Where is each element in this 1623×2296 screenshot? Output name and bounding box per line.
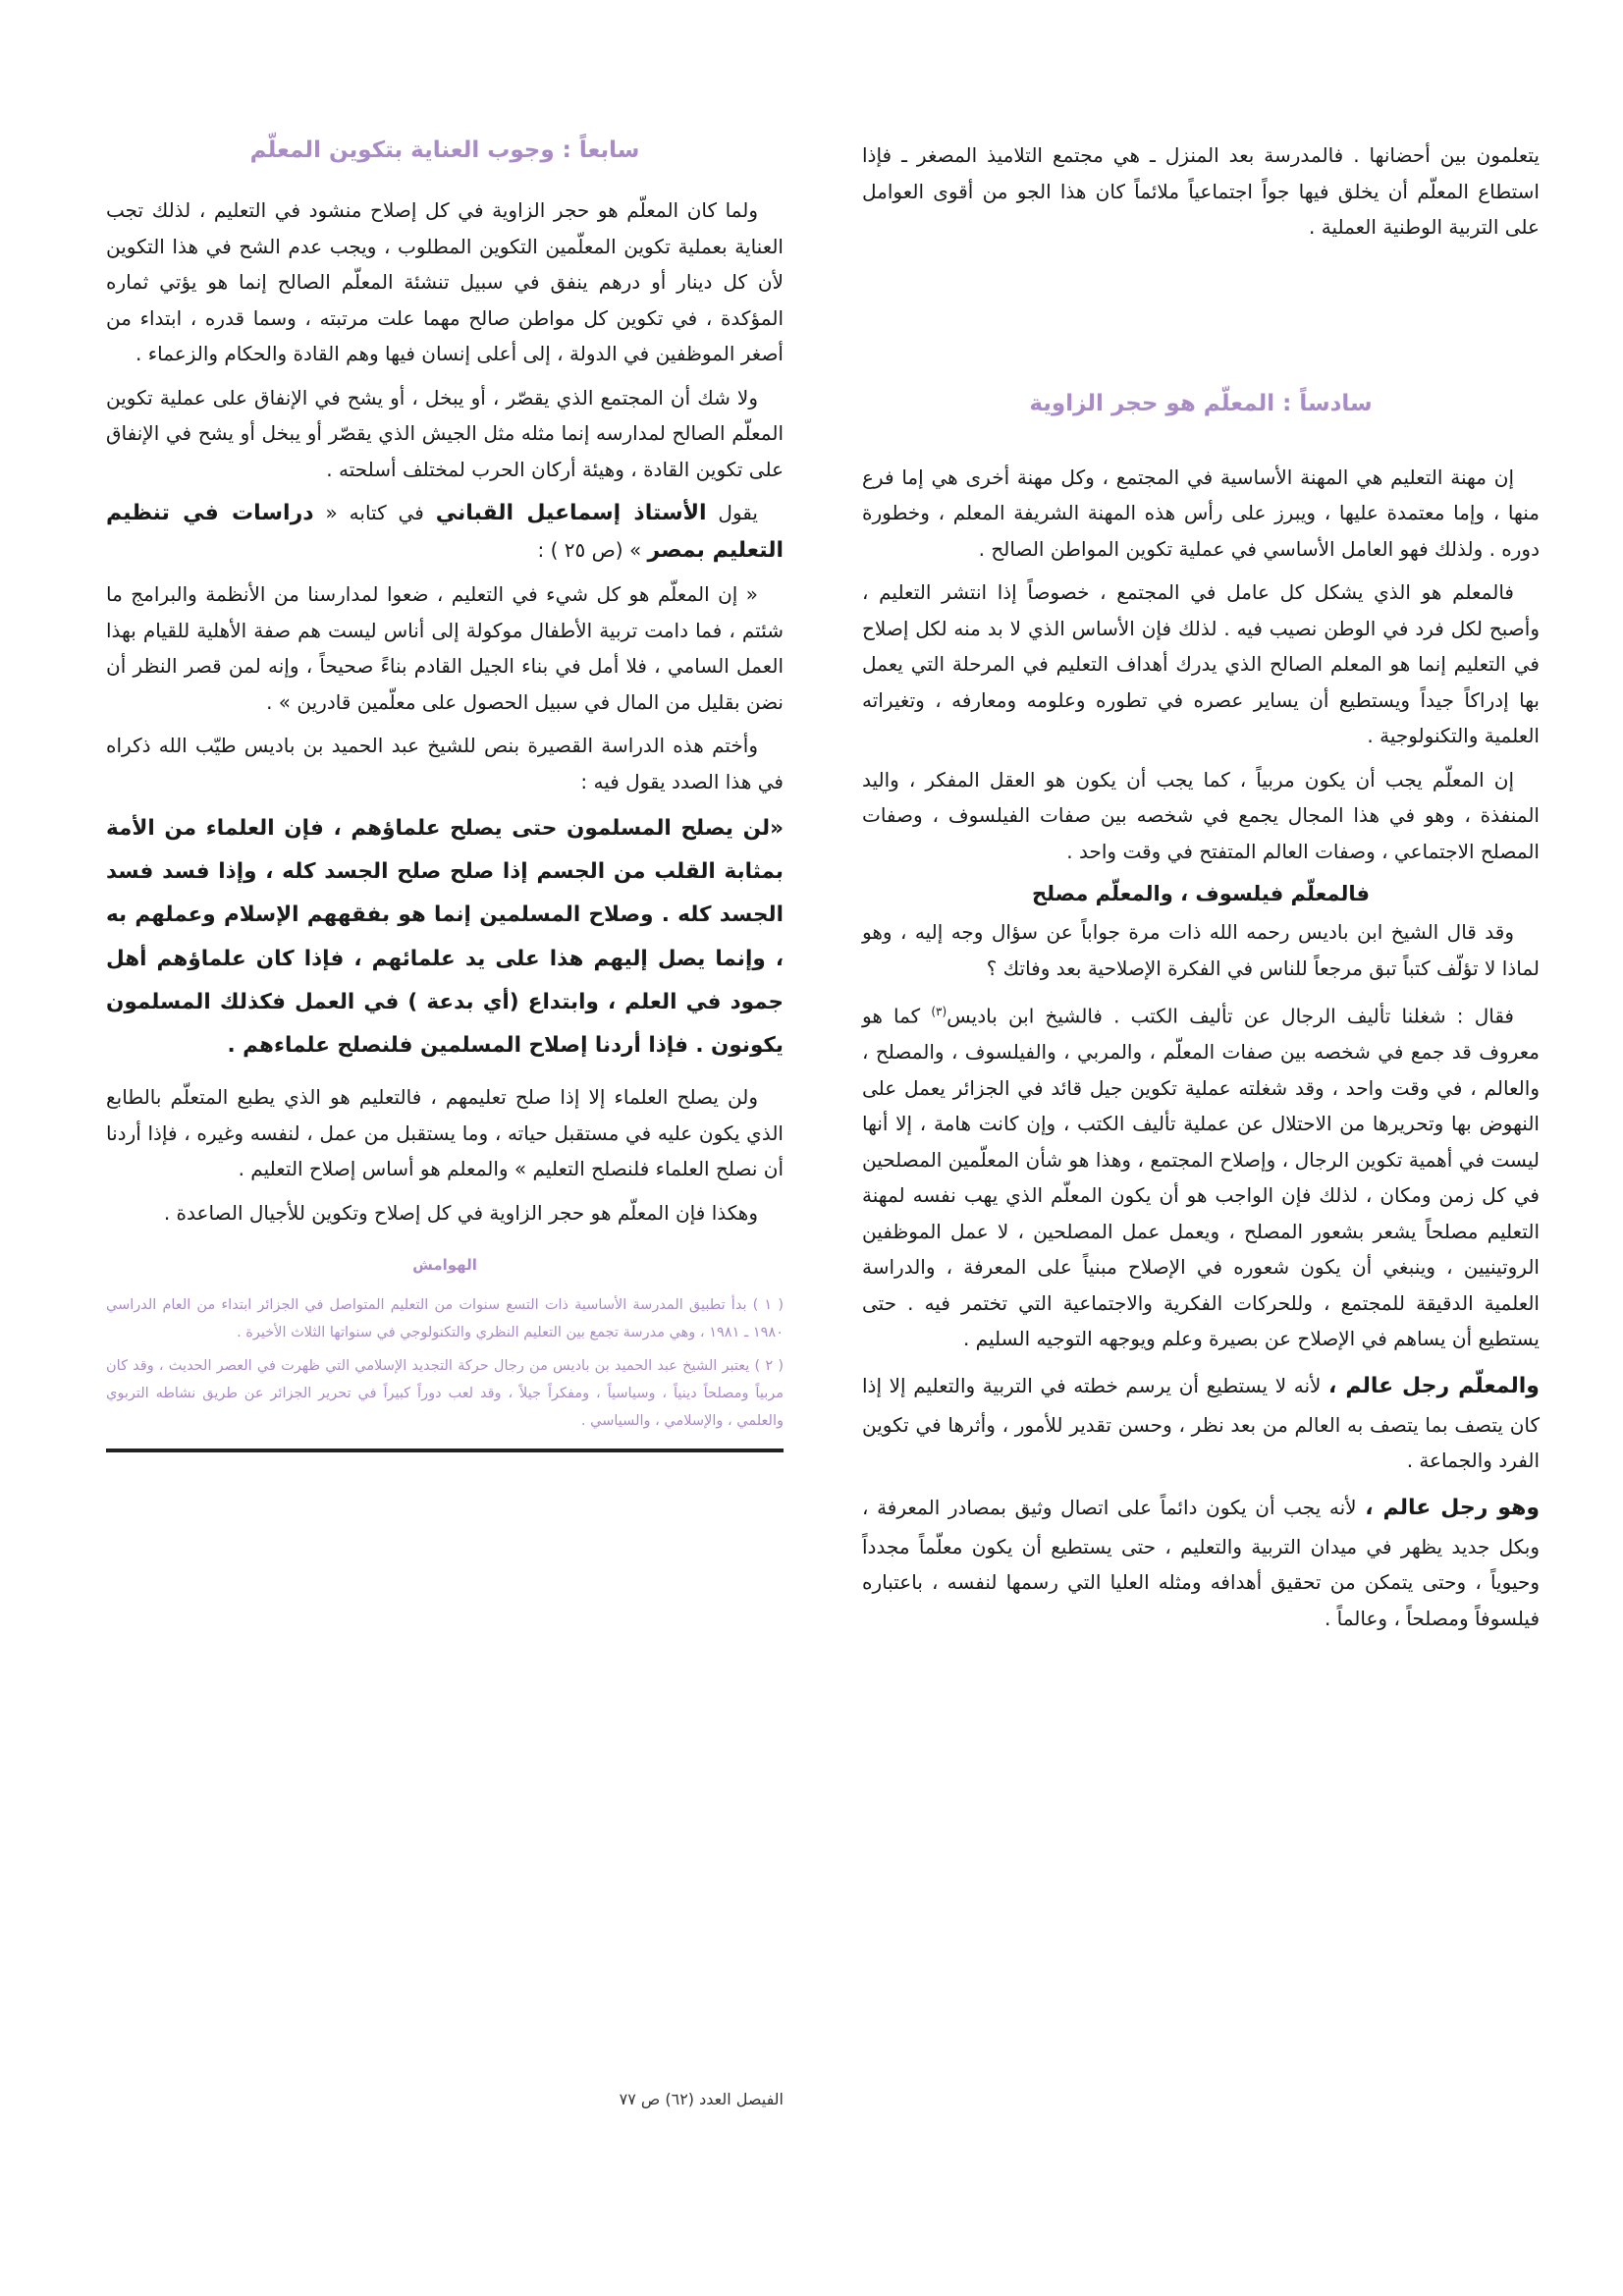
paragraph: يتعلمون بين أحضانها . فالمدرسة بعد المنزل ـ هي مجتمع التلاميذ المصغر ـ فإذا استطاع المعلّم أن يخلق فيها جواً اجتماعياً ملائماً كان هذا الجو من أقوى العوامل على التربية الوطنية العملية .: [862, 143, 1540, 239]
paragraph-text: في كتابه «: [313, 501, 436, 524]
right-column: [862, 137, 1540, 1644]
section-heading-7: سابعاً : وجوب العناية بتكوين المعلّم: [249, 137, 640, 163]
paragraph: ولن يصلح العلماء إلا إذا صلح تعليمهم ، فالتعليم هو الذي يطبع المتعلّم بالطابع الذي يكون عليه في مستقبل حياته ، وما يستقبل من عمل ، لنفسه وغيره ، فإذا أردنا أن نصلح العلماء فلنصلح التعليم » والمعلم هو أساس إصلاح التعليم .: [106, 1085, 784, 1181]
paragraph: ولما كان المعلّم هو حجر الزاوية في كل إصلاح منشود في التعليم ، لذلك تجب العناية بعملية تكوين المعلّمين التكوين المطلوب ، ويجب عدم الشح في هذا التكوين لأن كل دينار أو درهم ينفق في سبيل تنشئة المعلّم الصالح إنما هو يؤتي ثماره المؤكدة ، في تكوين كل مواطن صالح مهما علت مرتبته ، وسما قدره ، ابتداء من أصغر الموظفين في الدولة ، إلى أعلى إنسان فيها وهم القادة والحكام والزعماء .: [106, 198, 784, 365]
paragraph: وهكذا فإن المعلّم هو حجر الزاوية في كل إصلاح وتكوين للأجيال الصاعدة .: [163, 1200, 758, 1225]
paragraph: ولا شك أن المجتمع الذي يقصّر ، أو يبخل ، أو يشح في الإنفاق على عملية تكوين المعلّم الصالح لمدارسه إنما مثله مثل الجيش الذي يقصّر أو يبخل أو يشح في الإنفاق على تكوين القادة ، وهيئة أركان الحرب لمختلف أسلحته .: [106, 385, 784, 481]
paragraph-text: » (ص ٢٥ ) :: [537, 537, 648, 562]
paragraph-text: يقول: [706, 501, 758, 524]
paragraph: [862, 1365, 1540, 1479]
paragraph-text: فقال : شغلنا تأليف الرجال عن تأليف الكتب . فالشيخ ابن باديس: [947, 1004, 1514, 1028]
issue-page: العدد (٦٢) ص ٧٧: [619, 2090, 731, 2108]
paragraph-text: كما هو معروف قد جمع في شخصه بين صفات المعلّم ، والمربي ، والفيلسوف ، والمصلح ، والعالم ، في وقت واحد ، وقد شغلته عملية تكوين جيل قائد في الجزائر يعمل على النهوض بها وتحريرها من الاحتلال عن عملية تأليف الكتب ، وإن كانت هامة ، إلا أنها ليست في أهمية تكوين الرجال ، وإصلاح المجتمع ، وهذا هو شأن المعلّمين المصلحين في كل زمن ومكان ، لذلك فإن الواجب هو أن يكون المعلّم الذي يهب نفسه لمهنة التعليم مصلحاً يشعر بشعور المصلح ، ويعمل عمل المصلحين ، لا عمل الموظفين الروتينيين ، وينبغي أن يكون شعوره في الإصلاح مبنياً على المعرفة ، والدراسة العلمية الدقيقة للمجتمع ، وللحركات الفكرية والاجتماعية التي تختمر فيه . حتى يستطيع أن يساهم في الإصلاح عن بصيرة وعلم ويوجهه التوجيه السليم .: [862, 1004, 1540, 1351]
page-footer: [106, 2090, 784, 2108]
footnote-ref: (٣): [931, 1005, 947, 1018]
paragraph: إن المعلّم يجب أن يكون مربياً ، كما يجب أن يكون هو العقل المفكر ، واليد المنفذة ، وهو في هذا المجال يجمع في شخصه بين صفات الفيلسوف ، وصفات المصلح الاجتماعي ، وصفات العالم المتفتح في وقت واحد .: [862, 767, 1540, 863]
footnote: ( ١ ) بدأ تطبيق المدرسة الأساسية ذات التسع سنوات من التعليم المتواصل في الجزائر ابتداء من العام الدراسي ١٩٨٠ ـ ١٩٨١ ، وهي مدرسة تجمع بين التعليم النظري والتكنولوجي في سنواتها الثلاث الأخيرة .: [106, 1297, 784, 1341]
sub-heading: فالمعلّم فيلسوف ، والمعلّم مصلح: [1031, 882, 1371, 905]
paragraph-text: لأنه لا يستطيع أن يرسم خطته في التربية والتعليم إلا إذا كان يتصف بما يتصف به العالم من بعد نظر ، وحسن تقدير للأمور ، وأثرها في تكوين الفرد والجماعة .: [862, 1373, 1540, 1473]
paragraph: وأختم هذه الدراسة القصيرة بنص للشيخ عبد الحميد بن باديس طيّب الله ذكراه في هذا الصدد يقول فيه :: [106, 734, 784, 793]
paragraph: إن مهنة التعليم هي المهنة الأساسية في المجتمع ، وكل مهنة أخرى هي إما فرع منها ، وإما معتمدة عليها ، ويبرز على رأس هذه المهنة الشريفة المعلم ، وخطورة دوره . ولذلك فهو العامل الأساسي في عملية تكوين المواطن الصالح .: [862, 465, 1540, 561]
left-column: [106, 137, 784, 1452]
paragraph: فالمعلم هو الذي يشكل كل عامل في المجتمع ، خصوصاً إذا انتشر التعليم ، وأصبح لكل فرد في الوطن نصيب فيه . لذلك فإن الأساس الذي لا بد منه لكل إصلاح في التعليم إنما هو المعلم الصالح الذي يدرك أهداف التعليم في المرحلة التي يعمل بها إدراكاً جيداً ويستطيع أن يساير عصره في تطوره وعلومه ومعارفه ، وتغيراته العلمية والتكنولوجية .: [862, 580, 1540, 747]
book-title: دراسات في تنظيم التعليم بمصر: [106, 501, 784, 563]
footnote: ( ٢ ) يعتبر الشيخ عبد الحميد بن باديس من رجال حركة التجديد الإسلامي التي ظهرت في العصر الحديث ، وقد كان مربياً ومصلحاً دينياً ، وسياسياً ، ومفكراً جيلاً ، وقد لعب دوراً كبيراً في تحرير الجزائر عن طريق نشاطه التربوي والعلمي ، والإسلامي ، والسياسي .: [106, 1358, 784, 1430]
paragraph: [862, 1487, 1540, 1637]
paragraph-text: لأنه يجب أن يكون دائماً على اتصال وثيق بمصادر المعرفة ، وبكل جديد يظهر في ميدان التربية والتعليم ، حتى يستطيع أن يكون معلّماً مجدداً وحيوياً ، وحتى يتمكن من تحقيق أهدافه ومثله العليا التي رسمها لنفسه ، باعتباره فيلسوفاً ومصلحاً ، وعالماً .: [862, 1495, 1540, 1630]
lead-phrase: والمعلّم رجل عالم ،: [1328, 1373, 1540, 1398]
footnote-rule: [106, 1449, 784, 1452]
paragraph: وقد قال الشيخ ابن باديس رحمه الله ذات مرة جواباً عن سؤال وجه إليه ، وهو لماذا لا تؤلّف كتباً تبق مرجعاً للناس في الفكرة الإصلاحية بعد وفاتك ؟: [862, 920, 1540, 980]
paragraph: « إن المعلّم هو كل شيء في التعليم ، ضعوا لمدارسنا من الأنظمة والبرامج ما شئتم ، فما دامت تربية الأطفال موكولة إلى أناس ليست هم صفة الأهلية للقيام بهذا العمل السامي ، فلا أمل في بناء الجيل القادم بناءً صحيحاً ، وإنه لمن قصر النظر أن نضن بقليل من المال في سبيل الحصول على معلّمين قادرين » .: [106, 582, 784, 714]
lead-phrase: وهو رجل عالم ،: [1365, 1495, 1541, 1520]
bold-quote: «لن يصلح المسلمون حتى يصلح علماؤهم ، فإن العلماء من الأمة بمثابة القلب من الجسم إذا صلح صلح الجسد كله ، وإذا فسد فسد الجسد كله . وصلاح المسلمين إنما هو بفقههم الإسلام وعملهم به ، وإنما يصل إليهم هذا على يد علمائهم ، فإذا كان علماؤهم أهل جمود في العلم ، وابتداع (أي بدعة ) في العمل فكذلك المسلمون يكونون . فإذا أردنا إصلاح المسلمين فلنصلح علماءهم .: [106, 816, 784, 1059]
section-heading-6: سادساً : المعلّم هو حجر الزاوية: [1029, 390, 1373, 416]
footnotes-title: الهوامش: [412, 1256, 477, 1275]
author-name: الأستاذ إسماعيل القباني: [435, 501, 707, 525]
magazine-name: الفيصل: [735, 2090, 784, 2108]
paragraph: [106, 495, 784, 569]
paragraph: [862, 994, 1540, 1357]
